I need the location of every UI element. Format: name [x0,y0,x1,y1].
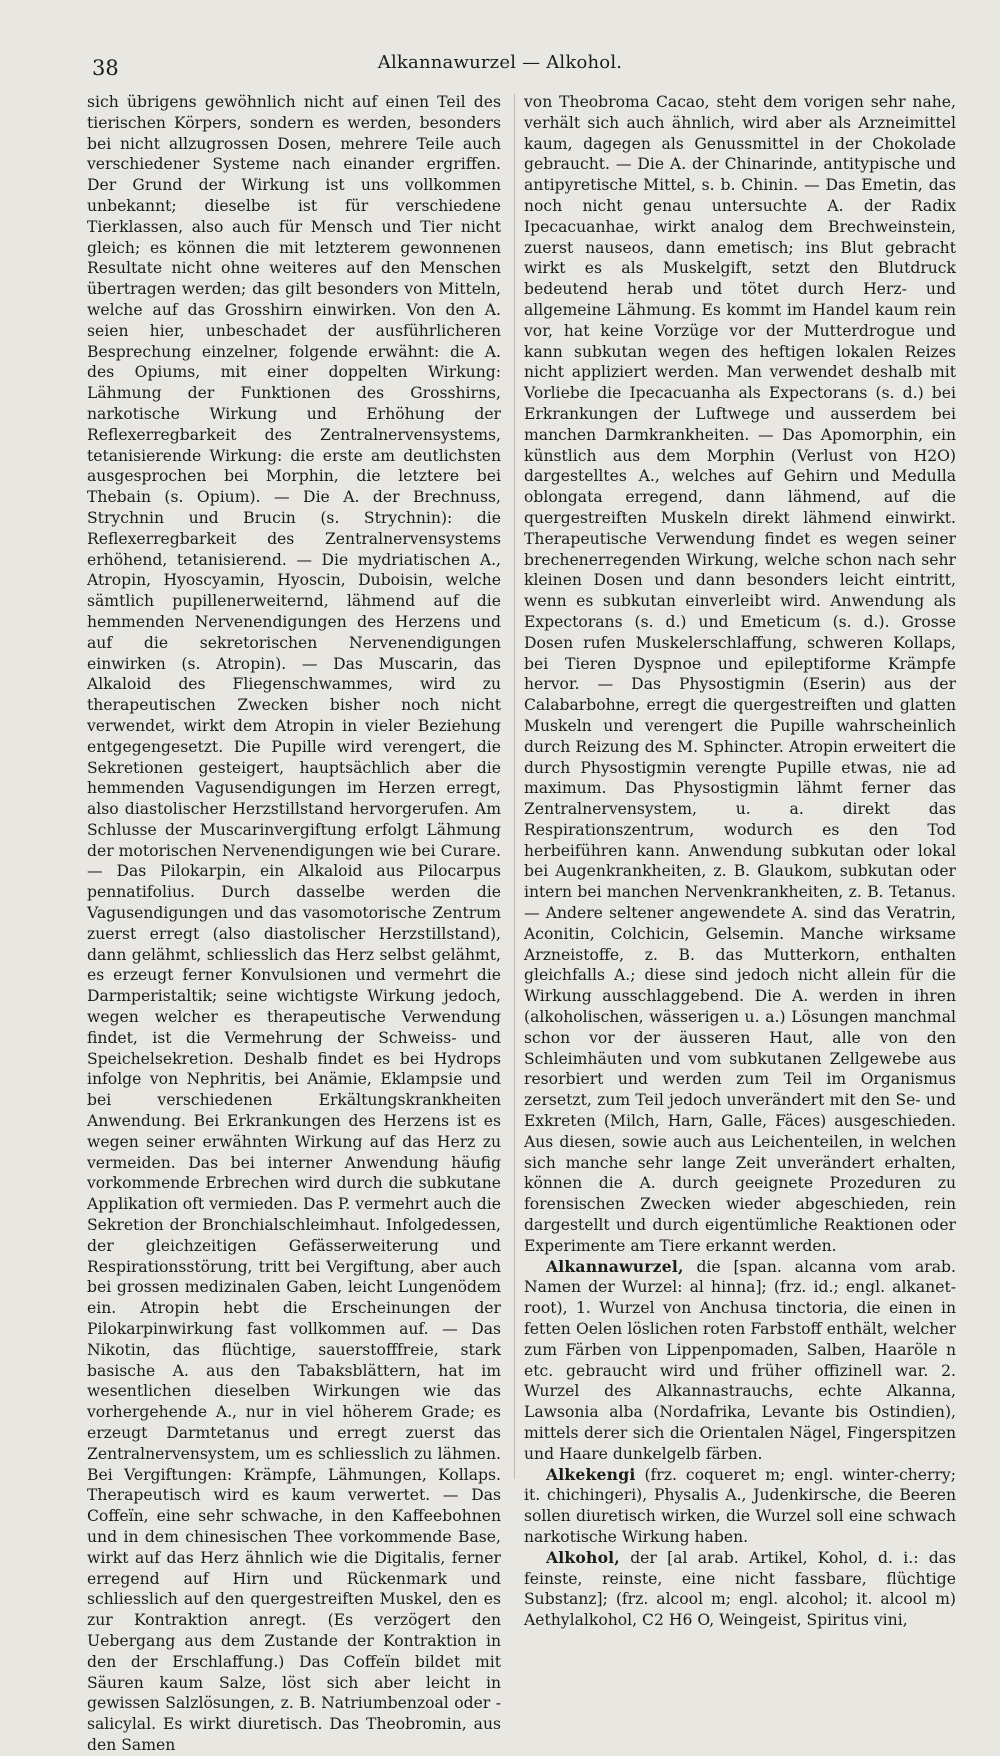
entry-text: der [al arab. Artikel, Kohol, d. i.: das feinste, reinste, eine nicht fassbare, flüchtige Substanz]; (frz. alcool m; engl. alcohol; it. alcool m) Aethylalkohol, C2 H6 O, Weingeist, Spiritus vini, [524,1548,956,1630]
right-column [524,92,956,1631]
column-divider [514,94,515,1479]
dictionary-entry-alkekengi [524,1465,956,1548]
running-title: Alkannawurzel — Alkohol. [377,52,623,73]
dictionary-entry-alkannawurzel [524,1257,956,1465]
entry-text: die [span. alcanna vom arab. Namen der Wurzel: al hinna]; (frz. id.; engl. alkanet-root), 1. Wurzel von Anchusa tinctoria, die einen in fetten Oelen löslichen roten Farbstoff enthält, welcher zum Färben von Lippenpomaden, Salben, Haaröle n etc. gebraucht wird und früher offizinell war. 2. Wurzel des Alkannastrauchs, echte Alkanna, Lawsonia alba (Nordafrika, Levante bis Ostindien), mittels derer sich die Orientalen Nägel, Fingerspitzen und Haare dunkelgelb färben. [524,1257,956,1463]
left-column-text: sich übrigens gewöhnlich nicht auf einen Teil des tierischen Körpers, sondern es werden, besonders bei nicht allzugrossen Dosen, mehrere Teile auch verschiedener Systeme nach einander ergriffen. Der Grund der Wirkung ist uns vollkommen unbekannt; dieselbe ist für verschiedene Tierklassen, also auch für Mensch und Tier nicht gleich; es können die mit letzterem gewonnenen Resultate nicht ohne weiteres auf den Menschen übertragen werden; das gilt besonders von Mitteln, welche auf das Grosshirn einwirken. Von den A. seien hier, unbeschadet der ausführlicheren Besprechung einzelner, folgende erwähnt: die A. des Opiums, mit einer doppelten Wirkung: Lähmung der Funktionen des Grosshirns, narkotische Wirkung und Erhöhung der Reflexerregbarkeit des Zentralnervensystems, tetanisierende Wirkung: die erste am deutlichsten ausgesprochen bei Morphin, die letztere bei Thebain (s. Opium). — Die A. der Brechnuss, Strychnin und Brucin (s. Strychnin): die Reflexerregbarkeit des Zentralnervensystems erhöhend, tetanisierend. — Die mydriatischen A., Atropin, Hyoscyamin, Hyoscin, Duboisin, welche sämtlich pupillenerweiternd, lähmend auf die hemmenden Nervenendigungen des Herzens und auf die sekretorischen Nervenendigungen einwirken (s. Atropin). — Das Muscarin, das Alkaloid des Fliegenschwammes, wird zu therapeutischen Zwecken bisher noch nicht verwendet, wirkt dem Atropin in vieler Beziehung entgegengesetzt. Die Pupille wird verengert, die Sekretionen gesteigert, hauptsächlich aber die hemmenden Vagusendigungen im Herzen erregt, also diastolischer Herzstillstand hervorgerufen. Am Schlusse der Muscarinvergiftung erfolgt Lähmung der motorischen Nervenendigungen wie bei Curare. — Das Pilokarpin, ein Alkaloid aus Pilocarpus pennatifolius. Durch dasselbe werden die Vagusendigungen und das vasomotorische Zentrum zuerst erregt (also diastolischer Herzstillstand), dann gelähmt, schliesslich das Herz selbst gelähmt, es erzeugt ferner Konvulsionen und vermehrt die Darmperistaltik; seine wichtigste Wirkung jedoch, wegen welcher es therapeutische Verwendung findet, ist die Vermehrung der Schweiss- und Speichelsekretion. Deshalb findet es bei Hydrops infolge von Nephritis, bei Anämie, Eklampsie und bei verschiedenen Erkältungskrankheiten Anwendung. Bei Erkrankungen des Herzens ist es wegen seiner erwähnten Wirkung auf das Herz zu vermeiden. Das bei interner Anwendung häufig vorkommende Erbrechen wird durch die subkutane Applikation oft vermieden. Das P. vermehrt auch die Sekretion der Bronchialschleimhaut. Infolgedessen, der gleichzeitigen Gefässerweiterung und Respirationsstörung, tritt bei Vergiftung, aber auch bei grossen medizinalen Gaben, leicht Lungenödem ein. Atropin hebt die Erscheinungen der Pilokarpinwirkung fast vollkommen auf. — Das Nikotin, das flüchtige, sauerstofffreie, stark basische A. aus den Tabaksblättern, hat im wesentlichen dieselben Wirkungen wie das vorhergehende A., nur in viel höherem Grade; es erzeugt Darmtetanus und erregt zuerst das Zentralnervensystem, um es schliesslich zu lähmen. Bei Vergiftungen: Krämpfe, Lähmungen, Kollaps. Therapeutisch wird es kaum verwertet. — Das Coffeïn, eine sehr schwache, in den Kaffeebohnen und in dem chinesischen Thee vorkommende Base, wirkt auf das Herz ähnlich wie die Digitalis, ferner erregend auf Hirn und Rückenmark und schliesslich auf den quergestreiften Muskel, den es zur Kontraktion anregt. (Es verzögert den Uebergang aus dem Zustande der Kontraktion in den der Erschlaffung.) Das Coffeïn bildet mit Säuren kaum Salze, löst sich aber leicht in gewissen Salzlösungen, z. B. Natriumbenzoal oder -salicylal. Es wirkt diuretisch. Das Theobromin, aus den Samen [87,93,501,1754]
entry-text: (frz. coqueret m; engl. winter-cherry; it. chichingeri), Physalis A., Judenkirsche, die Beeren sollen diuretisch wirken, die Wurzel soll eine schwach narkotische Wirkung haben. [524,1465,956,1546]
entry-headword: Alkekengi [546,1464,636,1484]
entry-headword: Alkannawurzel, [546,1256,684,1276]
page-header [0,48,1000,88]
page-number: 38 [92,56,119,80]
right-column-intro-text: von Theobroma Cacao, steht dem vorigen sehr nahe, verhält sich auch ähnlich, wird aber als Arzneimittel kaum, dagegen als Genussmittel in der Chokolade gebraucht. — Die A. der Chinarinde, antitypische und antipyretische Mittel, s. b. Chinin. — Das Emetin, das noch nicht genau untersuchte A. der Radix Ipecacuanhae, wirkt analog dem Brechweinstein, zuerst nauseos, dann emetisch; ins Blut gebracht wirkt es als Muskelgift, setzt den Blutdruck bedeutend herab und tötet durch Herz- und allgemeine Lähmung. Es kommt im Handel kaum rein vor, hat keine Vorzüge vor der Mutterdrogue und kann subkutan wegen des heftigen lokalen Reizes nicht appliziert werden. Man verwendet deshalb mit Vorliebe die Ipecacuanha als Expectorans (s. d.) bei Erkrankungen der Luftwege und ausserdem bei manchen Darmkrankheiten. — Das Apomorphin, ein künstlich aus dem Morphin (Verlust von H2O) dargestelltes A., welches auf Gehirn und Medulla oblongata erregend, dann lähmend, auf die quergestreiften Muskeln direkt lähmend einwirkt. Therapeutische Verwendung findet es wegen seiner brechenerregenden Wirkung, welche schon nach sehr kleinen Dosen und dann besonders leicht eintritt, wenn es subkutan einverleibt wird. Anwendung als Expectorans (s. d.) und Emeticum (s. d.). Grosse Dosen rufen Muskelerschlaffung, schweren Kollaps, bei Tieren Dyspnoe und epileptiforme Krämpfe hervor. — Das Physostigmin (Eserin) aus der Calabarbohne, erregt die quergestreiften und glatten Muskeln und verengert die Pupille wahrscheinlich durch Reizung des M. Sphincter. Atropin erweitert die durch Physostigmin verengte Pupille etwas, nie ad maximum. Das Physostigmin lähmt ferner das Zentralnervensystem, u. a. direkt das Respirationszentrum, wodurch es den Tod herbeiführen kann. Anwendung subkutan oder lokal bei Augenkrankheiten, z. B. Glaukom, subkutan oder intern bei manchen Nervenkrankheiten, z. B. Tetanus. — Andere seltener angewendete A. sind das Veratrin, Aconitin, Colchicin, Gelsemin. Manche wirksame Arzneistoffe, z. B. das Mutterkorn, enthalten gleichfalls A.; diese sind jedoch nicht allein für die Wirkung ausschlaggebend. Die A. werden in ihren (alkoholischen, wässerigen u. a.) Lösungen manchmal schon vor der äusseren Haut, alle von den Schleimhäuten und vom subkutanen Zellgewebe aus resorbiert und werden zum Teil im Organismus zersetzt, zum Teil jedoch unverändert mit den Se- und Exkreten (Milch, Harn, Galle, Fäces) ausgeschieden. Aus diesen, sowie auch aus Leichenteilen, in welchen sich manche sehr lange Zeit unverändert erhalten, können die A. durch geeignete Prozeduren zu forensischen Zwecken wieder abgeschieden, rein dargestellt und durch eigentümliche Reaktionen oder Experimente am Tiere erkannt werden. [524,93,956,1255]
dictionary-entry-alkohol [524,1548,956,1631]
left-column [87,92,501,1756]
entry-headword: Alkohol, [546,1547,620,1567]
